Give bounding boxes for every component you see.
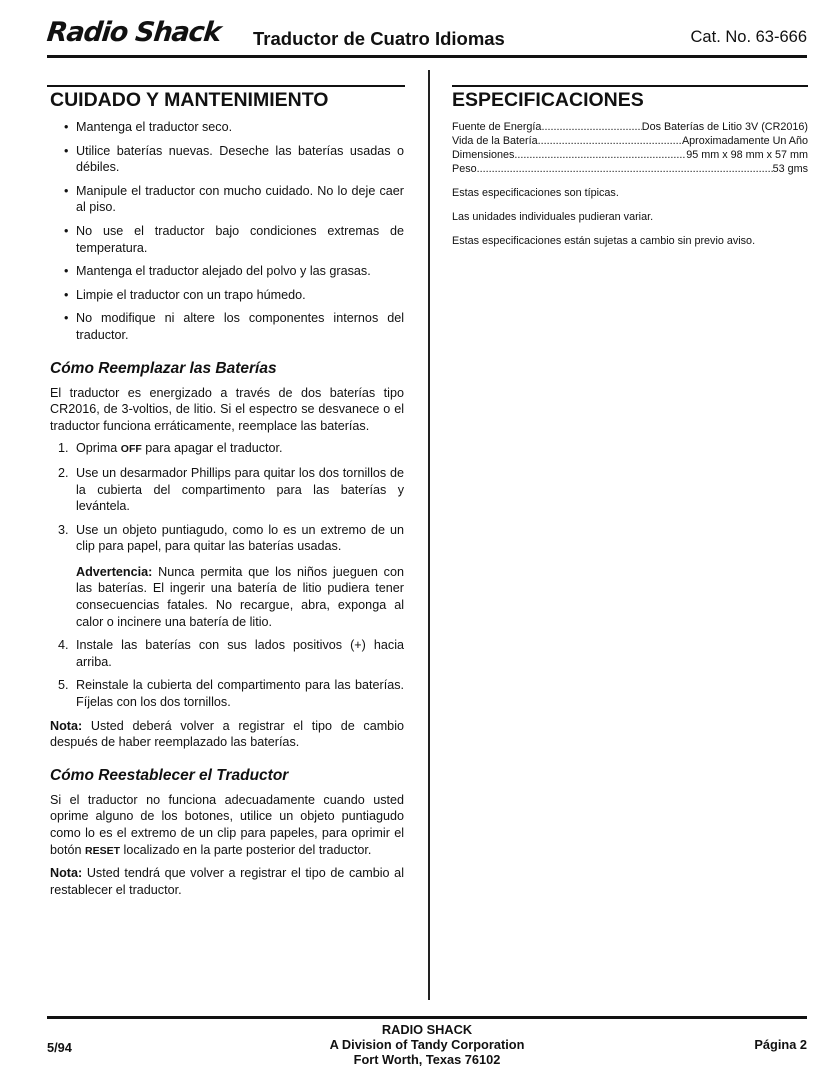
step-item — [50, 465, 404, 515]
spec-value: 53 gms — [772, 163, 808, 175]
document-title: Traductor de Cuatro Idiomas — [253, 28, 505, 49]
company-block — [47, 1022, 807, 1067]
step-number: 1. — [58, 441, 69, 456]
leader-dots — [541, 120, 641, 134]
spec-value: Dos Baterías de Litio 3V (CR2016) — [641, 121, 808, 133]
reset-note — [50, 865, 404, 898]
spec-value: 95 mm x 98 mm x 57 mm — [686, 149, 808, 161]
page-number: Página 2 — [754, 1037, 807, 1052]
footer-rule — [47, 1016, 807, 1019]
warning-block — [76, 564, 404, 630]
spec-note: Estas especificaciones están sujetas a cambio sin previo aviso. — [452, 235, 756, 247]
company-division: A Division of Tandy Corporation — [329, 1037, 525, 1052]
specifications-heading: ESPECIFICACIONES — [452, 89, 644, 111]
specifications-column — [452, 88, 808, 248]
replace-note — [50, 718, 404, 751]
step-text: Use un objeto puntiagudo, como lo es un extremo de un clip para papel, para quitar las baterías usadas. — [76, 522, 404, 554]
note-text: Usted deberá volver a registrar el tipo de cambio después de haber reemplazado las baterías. — [50, 718, 404, 750]
step-text: Instale las baterías con sus lados positivos (+) hacia arriba. — [76, 638, 404, 669]
care-bullet-list — [50, 119, 404, 344]
reset-text: localizado en la parte posterior del traductor. — [120, 842, 372, 857]
step-number: 3. — [58, 522, 69, 537]
note-text: Usted tendrá que volver a registrar el tipo de cambio al restablecer el traductor. — [50, 866, 404, 897]
warning-text: Nunca permita que los niños jueguen con las baterías. El ingerir una batería de litio pudiera tener consecuencias fatales. No recargue, abra, exponga al calor o incinere una batería de litio. — [76, 564, 404, 629]
catalog-number: Cat. No. 63-666 — [690, 28, 807, 46]
step-text: Oprima — [76, 441, 121, 456]
leader-dots — [477, 162, 773, 176]
note-label: Nota: — [50, 718, 83, 733]
warning-label: Advertencia: — [76, 564, 153, 579]
list-item: • Manipule el traductor con mucho cuidado. No lo deje caer al piso. — [50, 183, 404, 216]
replace-intro: El traductor es energizado a través de dos baterías tipo CR2016, de 3-voltios, de litio. Si el espectro se desvanece o el traductor funciona erráticamente, reemplace las baterías. — [50, 385, 404, 433]
company-name: RADIO SHACK — [381, 1022, 473, 1037]
right-heading-rule — [452, 85, 808, 87]
off-key-label: OFF — [120, 443, 142, 456]
leader-dots — [538, 134, 682, 148]
header-rule — [47, 55, 807, 58]
reset-heading: Cómo Reestablecer el Traductor — [50, 766, 289, 784]
page-header — [47, 12, 807, 52]
step-item — [50, 522, 404, 631]
step-item — [50, 637, 404, 670]
step-item — [50, 677, 404, 710]
step-text: Use un desarmador Phillips para quitar los dos tornillos de la cubierta del compartimento para las baterías y levántela. — [76, 465, 404, 514]
spec-row-weight — [452, 162, 808, 176]
spec-label: Peso — [452, 163, 477, 175]
column-divider — [428, 70, 430, 1000]
page-footer — [47, 1022, 807, 1072]
spec-note: Estas especificaciones son típicas. — [452, 187, 619, 199]
step-number: 4. — [58, 638, 69, 653]
company-city: Fort Worth, Texas 76102 — [353, 1052, 501, 1067]
list-item: • Mantenga el traductor alejado del polvo y las grasas. — [50, 263, 404, 280]
list-item: • Utilice baterías nuevas. Deseche las baterías usadas o débiles. — [50, 143, 404, 176]
spec-label: Fuente de Energía — [452, 121, 542, 133]
spec-label: Dimensiones — [452, 149, 515, 161]
step-number: 2. — [58, 465, 69, 480]
spec-row-power — [452, 120, 808, 134]
spec-table — [452, 120, 808, 176]
radio-shack-logo: Radio Shack — [45, 17, 222, 48]
reset-text: Si el traductor no funciona adecuadamente cuando usted oprime alguno de los botones, utilice un objeto puntiagudo como lo es el extremo de un clip para papeles, para oprimir el botón — [50, 792, 404, 857]
step-number: 5. — [58, 678, 69, 693]
list-item: • Mantenga el traductor seco. — [50, 119, 404, 136]
reset-paragraph — [50, 792, 404, 859]
spec-row-dimensions — [452, 148, 808, 162]
spec-row-battery-life — [452, 134, 808, 148]
reset-key-label: RESET — [85, 844, 121, 857]
left-heading-rule — [47, 85, 405, 87]
leader-dots — [514, 148, 686, 162]
list-item: • No use el traductor bajo condiciones extremas de temperatura. — [50, 223, 404, 256]
list-item: • No modifique ni altere los componentes internos del traductor. — [50, 310, 404, 343]
step-text: para apagar el traductor. — [141, 441, 283, 456]
step-text: Reinstale la cubierta del compartimento para las baterías. Fíjelas con los dos tornillos. — [76, 678, 404, 710]
spec-value: Aproximadamente Un Año — [681, 135, 808, 147]
spec-note: Las unidades individuales pudieran variar. — [452, 211, 654, 223]
publication-date: 5/94 — [47, 1040, 72, 1055]
spec-label: Vida de la Batería — [452, 135, 538, 147]
care-maintenance-heading: CUIDADO Y MANTENIMIENTO — [50, 89, 329, 111]
care-maintenance-column — [50, 88, 404, 904]
list-item: • Limpie el traductor con un trapo húmedo. — [50, 287, 404, 304]
step-item — [50, 440, 404, 458]
replace-steps — [50, 440, 404, 710]
note-label: Nota: — [50, 866, 83, 881]
replace-batteries-heading: Cómo Reemplazar las Baterías — [50, 359, 277, 377]
